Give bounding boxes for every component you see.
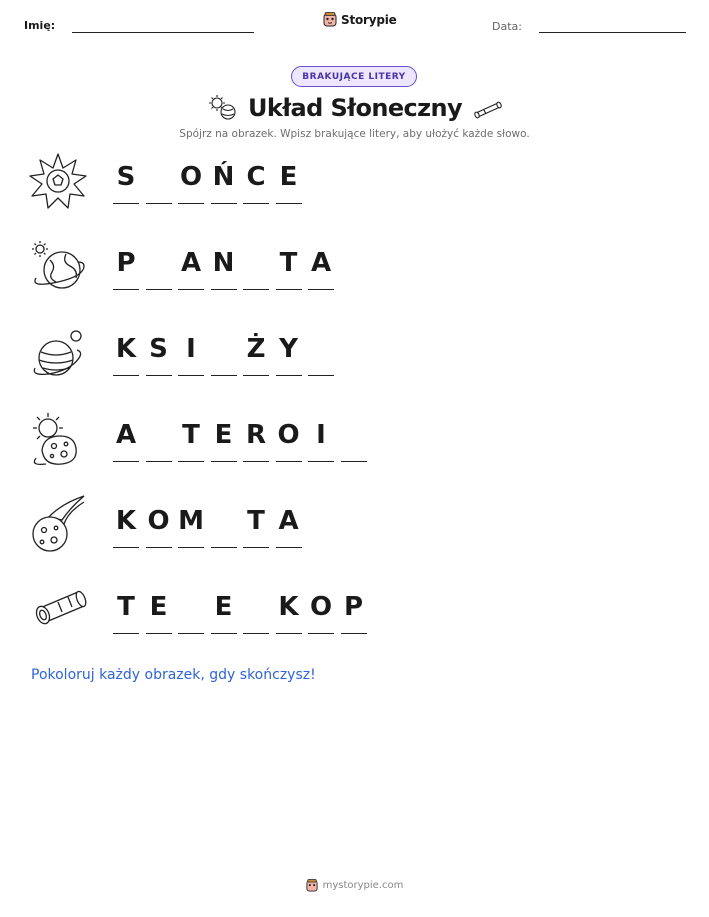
letter: O — [309, 592, 333, 622]
storypie-mascot-icon — [323, 12, 337, 27]
letter: T — [182, 420, 200, 450]
blank-letter-input[interactable] — [146, 418, 172, 462]
page-title: Układ Słoneczny — [247, 94, 463, 122]
letter-cell — [211, 160, 237, 204]
letter-cell — [243, 160, 269, 204]
category-badge: BRAKUJĄCE LITERY — [291, 66, 417, 87]
letter-cell — [211, 590, 237, 634]
footer-site: mystorypie.com — [322, 880, 404, 891]
letter: E — [149, 592, 168, 622]
letter-cell — [211, 418, 237, 462]
letter: T — [247, 506, 265, 536]
letter: P — [343, 592, 364, 622]
planet-icon — [26, 238, 90, 302]
blank-letter-input[interactable] — [211, 332, 237, 376]
letter-cell — [178, 246, 204, 290]
letter: N — [212, 248, 235, 278]
letter: C — [246, 162, 266, 192]
name-field[interactable] — [72, 32, 254, 33]
letter: I — [316, 420, 326, 450]
letter-cell — [211, 246, 237, 290]
letter-cell — [113, 160, 139, 204]
letter: K — [115, 506, 137, 536]
letter-cell — [146, 332, 172, 376]
letter: E — [279, 162, 298, 192]
blank-letter-input[interactable] — [146, 160, 172, 204]
letter-cell — [146, 590, 172, 634]
footer — [0, 879, 709, 892]
instructions: Spójrz na obrazek. Wpisz brakujące litery, aby ułożyć każde słowo. — [179, 128, 530, 140]
letter: P — [116, 248, 136, 278]
blank-letter-input[interactable] — [243, 590, 269, 634]
brand-name: Storypie — [341, 12, 397, 27]
letter: A — [115, 420, 137, 450]
letter-cell — [113, 332, 139, 376]
letter: O — [277, 420, 300, 450]
blank-letter-input[interactable] — [178, 590, 204, 634]
letter-cell — [276, 332, 302, 376]
letter-cell — [113, 590, 139, 634]
letter-cell — [308, 590, 334, 634]
date-field[interactable] — [539, 32, 686, 33]
letter: E — [214, 420, 233, 450]
letter: A — [278, 506, 299, 536]
date-label: Data: — [492, 20, 522, 33]
letter: T — [117, 592, 135, 622]
letter-cell — [308, 246, 334, 290]
moon-icon — [26, 324, 90, 388]
comet-icon — [26, 494, 90, 558]
letter: A — [180, 248, 202, 278]
letter-cell — [308, 418, 334, 462]
letter-cell — [113, 418, 139, 462]
letter-cell — [276, 590, 302, 634]
storypie-mascot-icon — [306, 879, 318, 892]
letter: R — [245, 420, 267, 450]
letter-cell — [178, 418, 204, 462]
telescope-icon — [26, 580, 90, 644]
letter-cell — [276, 246, 302, 290]
coloring-instruction: Pokoloruj każdy obrazek, gdy skończysz! — [31, 667, 316, 683]
letter: O — [147, 506, 170, 536]
letter: S — [116, 162, 136, 192]
letter: K — [115, 334, 137, 364]
letter: Y — [279, 334, 298, 364]
blank-letter-input[interactable] — [211, 504, 237, 548]
name-label: Imię: — [24, 19, 56, 32]
letter-cell — [178, 332, 204, 376]
letter: T — [279, 248, 298, 278]
letter-cell — [341, 590, 367, 634]
letter: K — [278, 592, 299, 622]
letter-cell — [276, 418, 302, 462]
letter-cell — [276, 504, 302, 548]
asteroid-icon — [26, 408, 90, 472]
letter: Ż — [246, 334, 266, 364]
letter-cell — [178, 504, 204, 548]
blank-letter-input[interactable] — [341, 418, 367, 462]
letter-cell — [276, 160, 302, 204]
title-block — [206, 88, 506, 128]
letter: Ń — [212, 162, 235, 192]
letter: E — [214, 592, 233, 622]
letter-cell — [243, 418, 269, 462]
letter: M — [178, 506, 204, 536]
blank-letter-input[interactable] — [243, 246, 269, 290]
letter: O — [179, 162, 203, 192]
sun-planet-icon — [208, 94, 238, 122]
brand-logo — [323, 12, 397, 27]
letter-cell — [113, 504, 139, 548]
sun-icon — [26, 150, 90, 214]
letter-cell — [113, 246, 139, 290]
letter-cell — [146, 504, 172, 548]
blank-letter-input[interactable] — [146, 246, 172, 290]
blank-letter-input[interactable] — [308, 332, 334, 376]
letter-cell — [178, 160, 204, 204]
letter-cell — [243, 504, 269, 548]
letter-cell — [243, 332, 269, 376]
letter: I — [186, 334, 196, 364]
letter: S — [149, 334, 168, 364]
telescope-small-icon — [472, 97, 504, 119]
letter: A — [310, 248, 332, 278]
